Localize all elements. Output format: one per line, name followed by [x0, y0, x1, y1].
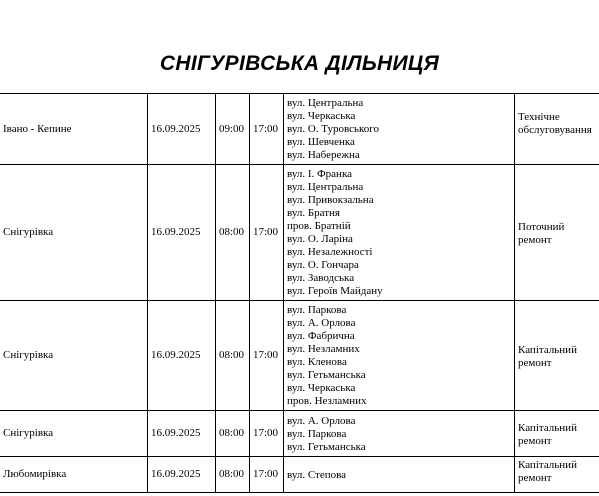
street-item: вул. Набережна [287, 149, 360, 161]
table-row [0, 457, 599, 493]
streets-cell [284, 411, 515, 457]
page-title: СНІГУРІВСЬКА ДІЛЬНИЦЯ [159, 52, 440, 75]
street-item: вул. О. Туровського [287, 123, 379, 135]
street-item: вул. Черкаська [287, 110, 356, 122]
locality-cell: Івано - Кепине [0, 94, 148, 165]
street-item: вул. Черкаська [287, 382, 356, 394]
street-item: вул. Привокзальна [287, 194, 374, 206]
street-item: вул. А. Орлова [287, 414, 356, 427]
date-cell: 16.09.2025 [148, 301, 216, 411]
street-item: пров. Братній [287, 220, 351, 232]
table-row [0, 301, 599, 411]
end-time-cell: 17:00 [250, 165, 284, 301]
work-type-cell: Капітальний ремонт [515, 411, 599, 457]
street-item: вул. Фабрична [287, 330, 355, 342]
start-time-cell: 08:00 [216, 301, 250, 411]
street-item: вул. О. Гончара [287, 259, 359, 271]
locality-cell: Снігурівка [0, 411, 148, 457]
streets-cell [284, 165, 515, 301]
street-item: вул. Паркова [287, 304, 347, 316]
street-item: вул. І. Франка [287, 168, 353, 180]
table-row [0, 165, 599, 301]
work-type-cell: Поточний ремонт [515, 165, 599, 301]
street-item: пров. Незламних [287, 395, 367, 407]
start-time-cell: 08:00 [216, 165, 250, 301]
streets-cell [284, 94, 515, 165]
street-item: вул. Паркова [287, 427, 347, 440]
locality-cell: Любомирівка [0, 457, 148, 493]
street-item: вул. О. Ларіна [287, 233, 353, 245]
street-item: вул. Центральна [287, 181, 364, 193]
start-time-cell: 09:00 [216, 94, 250, 165]
street-item: вул. Степова [287, 468, 347, 481]
street-item: вул. Гетьманська [287, 440, 366, 453]
end-time-cell: 17:00 [250, 94, 284, 165]
end-time-cell: 17:00 [250, 301, 284, 411]
streets-cell [284, 301, 515, 411]
work-type-cell: Капітальний ремонт [515, 301, 599, 411]
street-item: вул. Героїв Майдану [287, 285, 383, 297]
street-item: вул. Незламних [287, 343, 360, 355]
street-item: вул. Заводська [287, 272, 355, 284]
street-item: вул. Центральна [287, 97, 364, 109]
date-cell: 16.09.2025 [148, 411, 216, 457]
street-item: вул. Незалежності [287, 246, 373, 258]
street-item: вул. Братня [287, 207, 340, 219]
street-item: вул. А. Орлова [287, 317, 356, 329]
table-row [0, 411, 599, 457]
streets-cell [284, 457, 515, 493]
street-item: вул. Гетьманська [287, 369, 366, 381]
street-item: вул. Шевченка [287, 136, 355, 148]
locality-cell: Снігурівка [0, 301, 148, 411]
street-item: вул. Кленова [287, 356, 347, 368]
table-row [0, 94, 599, 165]
end-time-cell: 17:00 [250, 457, 284, 493]
locality-cell: Снігурівка [0, 165, 148, 301]
outage-schedule-table [0, 93, 599, 493]
date-cell: 16.09.2025 [148, 165, 216, 301]
work-type-cell: Технічне обслуговування [515, 94, 599, 165]
start-time-cell: 08:00 [216, 411, 250, 457]
date-cell: 16.09.2025 [148, 94, 216, 165]
work-type-cell: Капітальний ремонт [515, 457, 599, 493]
start-time-cell: 08:00 [216, 457, 250, 493]
end-time-cell: 17:00 [250, 411, 284, 457]
date-cell: 16.09.2025 [148, 457, 216, 493]
